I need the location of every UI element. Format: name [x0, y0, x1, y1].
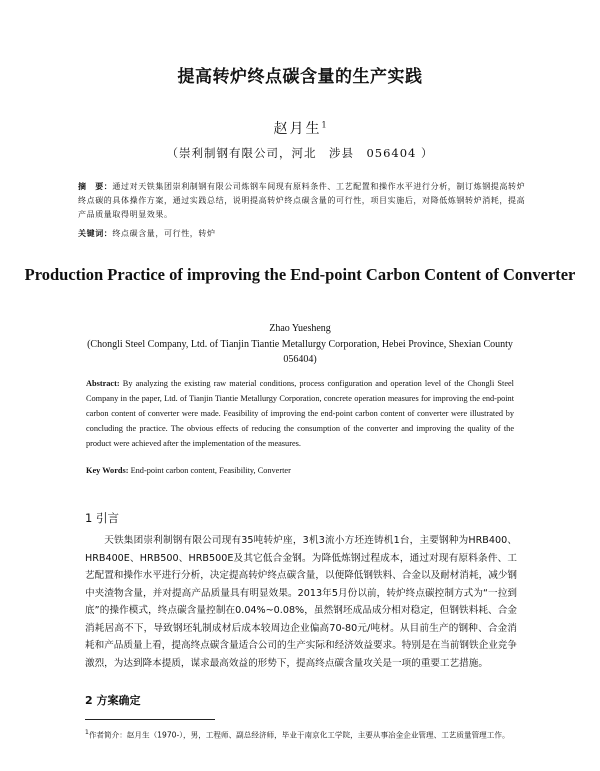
english-abstract-text: By analyzing the existing raw material conditions, process configuration and operation level of the Chongli Steel Company in the paper, Ltd. of Tianjin Tiantie Metallurgy Corporation, concrete operation measures for improving the end-point carbon content of converter were made. Feasibility of improving the end-point carbon content of converter were illustrated by concluding the practice. The obvious effects of reducing the consumption of the converter and improving the quality of the product were achieved after the implementation of the measures. — [86, 379, 514, 448]
footnote-text: 作者简介：赵月生（1970-），男，工程师、副总经济师，毕业于南京化工学院，主要从事冶金企业管理、工艺质量管理工作。 — [88, 730, 510, 740]
footnote-divider — [85, 719, 215, 720]
english-keywords-text: End-point carbon content, Feasibility, Converter — [128, 466, 291, 475]
chinese-author — [0, 118, 600, 138]
english-title: Production Practice of improving the End-point Carbon Content of Converter — [24, 265, 576, 284]
author-footnote — [85, 726, 517, 742]
chinese-abstract-text: 通过对天铁集团崇利制钢有限公司炼钢车间现有原料条件、工艺配置和操作水平进行分析，制订炼钢提高转炉终点碳的具体操作方案，通过实践总结，说明提高转炉终点碳含量的可行性，项目实施后，对降低炼钢转炉消耗，提高产品质量取得明显效果。 — [78, 182, 526, 219]
chinese-affiliation: （崇利制钢有限公司，河北 涉县 056404 ） — [166, 146, 434, 160]
chinese-abstract-label: 摘 要： — [78, 182, 113, 191]
chinese-keywords-label: 关键词： — [78, 229, 113, 238]
chinese-author-name: 赵月生 — [273, 121, 322, 137]
english-abstract-label: Abstract: — [86, 379, 120, 388]
english-author: Zhao Yuesheng — [269, 323, 331, 334]
english-affiliation: (Chongli Steel Company, Ltd. of Tianjin Tiantie Metallurgy Corporation, Hebei Province, Shexian County 056404) — [87, 339, 513, 365]
chinese-keywords — [78, 228, 533, 239]
section-1-heading: 1 引言 — [85, 511, 119, 525]
author-footnote-mark: 1 — [321, 120, 327, 130]
footnote-mark: 1 — [85, 729, 89, 736]
chinese-abstract — [78, 180, 533, 222]
english-keywords — [86, 466, 514, 475]
english-keywords-label: Key Words: — [86, 466, 129, 475]
section-2-heading: 2 方案确定 — [85, 694, 141, 707]
english-abstract — [86, 376, 514, 451]
section-1-body: 天铁集团崇利制钢有限公司现有35吨转炉座，3机3流小方坯连铸机1台，主要钢种为HRB400、HRB400E、HRB500、HRB500E及其它低合金钢。为降低炼钢过程成本，通过对现有原料条件、工艺配置和操作水平进行分析，决定提高转炉终点碳含量，以便降低钢铁料、合金以及耐材消耗，减少钢中夹渣物含量，并对提高产品质量具有明显效果。2013年5月份以前，转炉终点碳控制方式为“一拉到底”的操作模式，终点碳含量控制在0.04%~0.08%，虽然钢坯成品成分相对稳定，但钢铁料耗、合金消耗居高不下，导致钢坯轧制成材后成本较周边企业偏高70-80元/吨材。从目前生产的钢种、合金消耗和产品质量上看，提高终点碳含量适合公司的生产实际和经济效益要求。特别是在当前钢铁企业竞争激烈，为达到降本提质，谋求最高效益的形势下，提高终点碳含量攻关是一项的重要工艺措施。 — [85, 535, 517, 669]
chinese-keywords-text: 终点碳含量，可行性，转炉 — [112, 229, 216, 238]
chinese-title: 提高转炉终点碳含量的生产实践 — [177, 67, 423, 87]
